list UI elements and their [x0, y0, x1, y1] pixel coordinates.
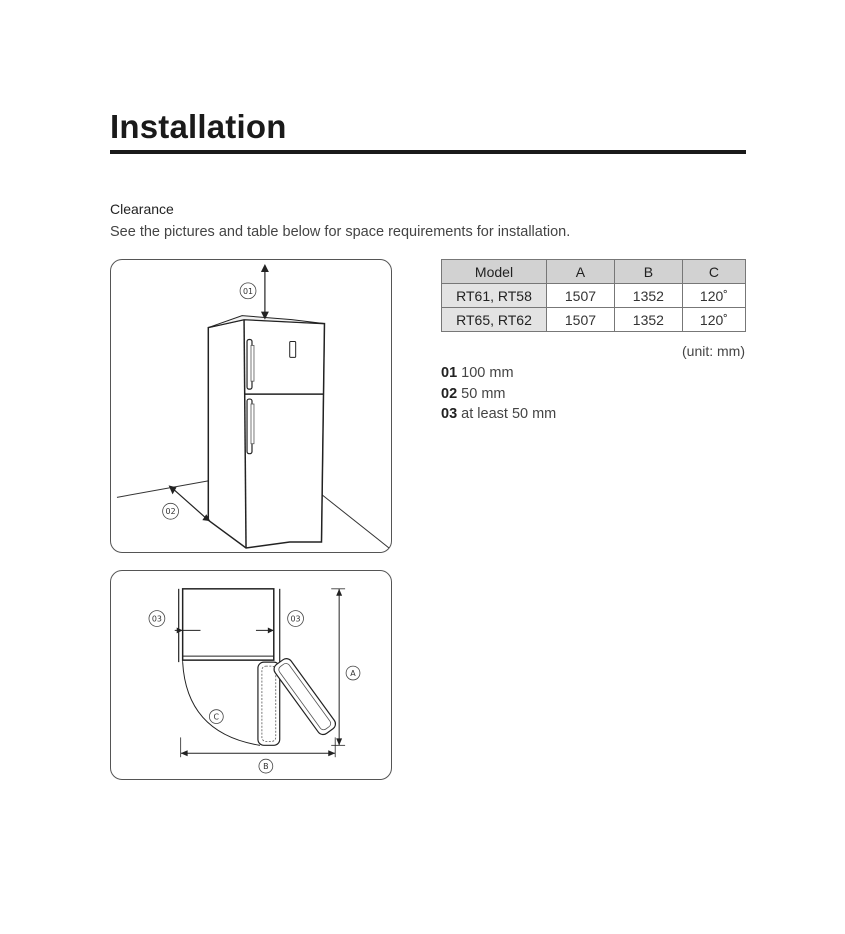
clearance-item [441, 363, 556, 384]
label-02-side: 02 [165, 507, 176, 517]
intro-text: See the pictures and table below for space requirements for installation. [110, 224, 571, 240]
model-cell: RT65, RT62 [442, 308, 547, 332]
section-heading: Clearance [110, 201, 174, 217]
fridge-perspective-drawing [111, 260, 391, 552]
clearance-list [441, 363, 556, 425]
clearance-code: 01 [441, 365, 458, 381]
header-model: Model [442, 260, 547, 284]
title-divider [110, 150, 746, 154]
value-a: 1507 [547, 308, 615, 332]
fridge-perspective-figure [110, 259, 392, 553]
clearance-item [441, 404, 556, 425]
value-b: 1352 [614, 308, 682, 332]
clearance-value: at least 50 mm [461, 406, 557, 422]
value-a: 1507 [547, 284, 615, 308]
label-03-right: 03 [290, 614, 301, 624]
table-row [442, 284, 746, 308]
value-c: 120˚ [682, 308, 745, 332]
label-a-depth: A [350, 668, 356, 678]
unit-note: (unit: mm) [682, 343, 745, 359]
header-b: B [614, 260, 682, 284]
clearance-value: 50 mm [461, 385, 506, 402]
page-title: Installation [110, 108, 287, 145]
label-c-swing: C [213, 712, 220, 722]
header-a: A [547, 260, 615, 284]
table-header-row [442, 260, 746, 284]
fridge-top-view-figure [110, 570, 392, 780]
clearance-item [441, 384, 556, 405]
header-c: C [682, 260, 745, 284]
label-03-left: 03 [151, 614, 162, 624]
value-b: 1352 [614, 284, 682, 308]
label-b-width: B [263, 762, 269, 772]
clearance-code: 03 [441, 406, 458, 422]
clearance-code: 02 [441, 385, 458, 402]
value-c: 120˚ [682, 284, 745, 308]
dimensions-table [441, 259, 746, 332]
clearance-value: 100 mm [461, 365, 514, 381]
model-cell: RT61, RT58 [442, 284, 547, 308]
table-row [442, 308, 746, 332]
fridge-top-view-drawing [111, 571, 391, 779]
label-01-top: 01 [242, 286, 254, 296]
